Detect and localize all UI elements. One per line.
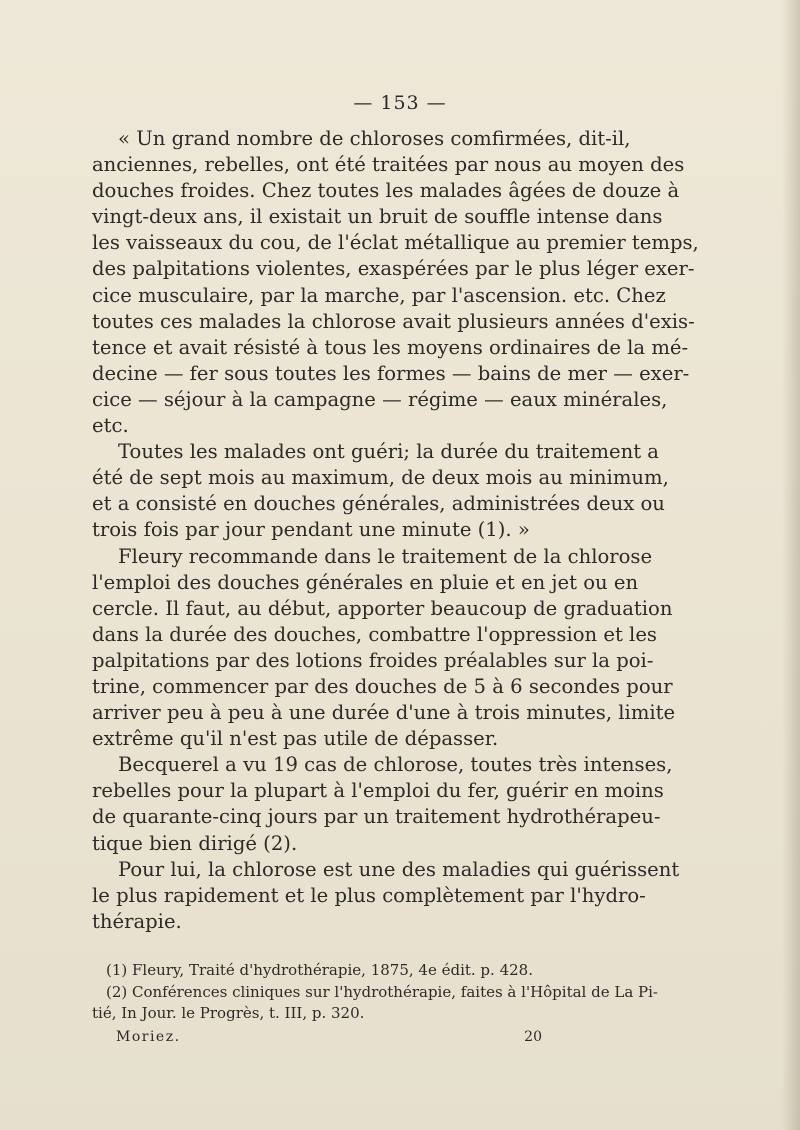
text-line: trois fois par jour pendant une minute (1). » xyxy=(92,518,530,542)
body-text xyxy=(92,126,699,935)
text-line: « Un grand nombre de chloroses comfirmées, dit-il, xyxy=(118,127,631,150)
page-edge-shadow xyxy=(782,0,800,1130)
text-line: le plus rapidement et le plus complètement par l'hydro- xyxy=(92,883,646,907)
text-line: et a consisté en douches générales, administrées deux ou xyxy=(92,492,665,516)
text-line: dans la durée des douches, combattre l'oppression et les xyxy=(92,622,657,646)
text-line: Pour lui, la chlorose est une des maladies qui guérissent xyxy=(118,857,680,881)
text-line: toutes ces malades la chlorose avait plusieurs années d'exis- xyxy=(92,309,695,333)
text-line: cice musculaire, par la marche, par l'ascension. etc. Chez xyxy=(92,283,666,307)
text-line: douches froides. Chez toutes les malades âgées de douze à xyxy=(92,179,680,203)
text-line: l'emploi des douches générales en pluie et en jet ou en xyxy=(92,570,639,594)
footnote-line: tié, In Jour. le Progrès, t. III, p. 320. xyxy=(92,1004,365,1022)
text-line: arriver peu à peu à une durée d'une à trois minutes, limite xyxy=(92,701,676,725)
footnotes xyxy=(92,960,658,1025)
text-line: extrême qu'il n'est pas utile de dépasser. xyxy=(92,727,499,751)
text-line: palpitations par des lotions froides préalables sur la poi- xyxy=(92,648,654,672)
text-line: Fleury recommande dans le traitement de la chlorose xyxy=(118,544,653,568)
page-number: — 153 — xyxy=(353,92,447,114)
text-line: cercle. Il faut, au début, apporter beaucoup de graduation xyxy=(92,596,673,620)
text-line: de quarante-cinq jours par un traitement hydrothérapeu- xyxy=(92,805,661,829)
text-line: tique bien dirigé (2). xyxy=(92,831,298,855)
footnote-line: (2) Conférences cliniques sur l'hydrothérapie, faites à l'Hôpital de La Pi- xyxy=(106,982,658,1001)
text-line: Becquerel a vu 19 cas de chlorose, toutes très intenses, xyxy=(118,753,673,777)
footer-author: Moriez. xyxy=(116,1029,181,1045)
text-line: été de sept mois au maximum, de deux mois au minimum, xyxy=(92,466,669,490)
text-line: les vaisseaux du cou, de l'éclat métallique au premier temps, xyxy=(92,231,699,255)
text-line: decine — fer sous toutes les formes — bains de mer — exer- xyxy=(92,361,690,385)
text-line: tence et avait résisté à tous les moyens ordinaires de la mé- xyxy=(92,335,689,359)
text-line: vingt-deux ans, il existait un bruit de souffle intense dans xyxy=(92,205,663,229)
signature-mark: 20 xyxy=(524,1029,542,1045)
text-line: anciennes, rebelles, ont été traitées par nous au moyen des xyxy=(92,153,685,177)
text-line: thérapie. xyxy=(92,909,182,933)
text-line: rebelles pour la plupart à l'emploi du fer, guérir en moins xyxy=(92,779,664,803)
page-footer xyxy=(116,1029,542,1045)
footnote-line: (1) Fleury, Traité d'hydrothérapie, 1875, 4e édit. p. 428. xyxy=(106,961,533,979)
text-line: trine, commencer par des douches de 5 à 6 secondes pour xyxy=(92,674,673,698)
text-line: cice — séjour à la campagne — régime — eaux minérales, xyxy=(92,387,668,411)
text-line: Toutes les malades ont guéri; la durée du traitement a xyxy=(118,440,659,464)
text-line: etc. xyxy=(92,414,129,438)
text-line: des palpitations violentes, exaspérées par le plus léger exer- xyxy=(92,257,695,281)
